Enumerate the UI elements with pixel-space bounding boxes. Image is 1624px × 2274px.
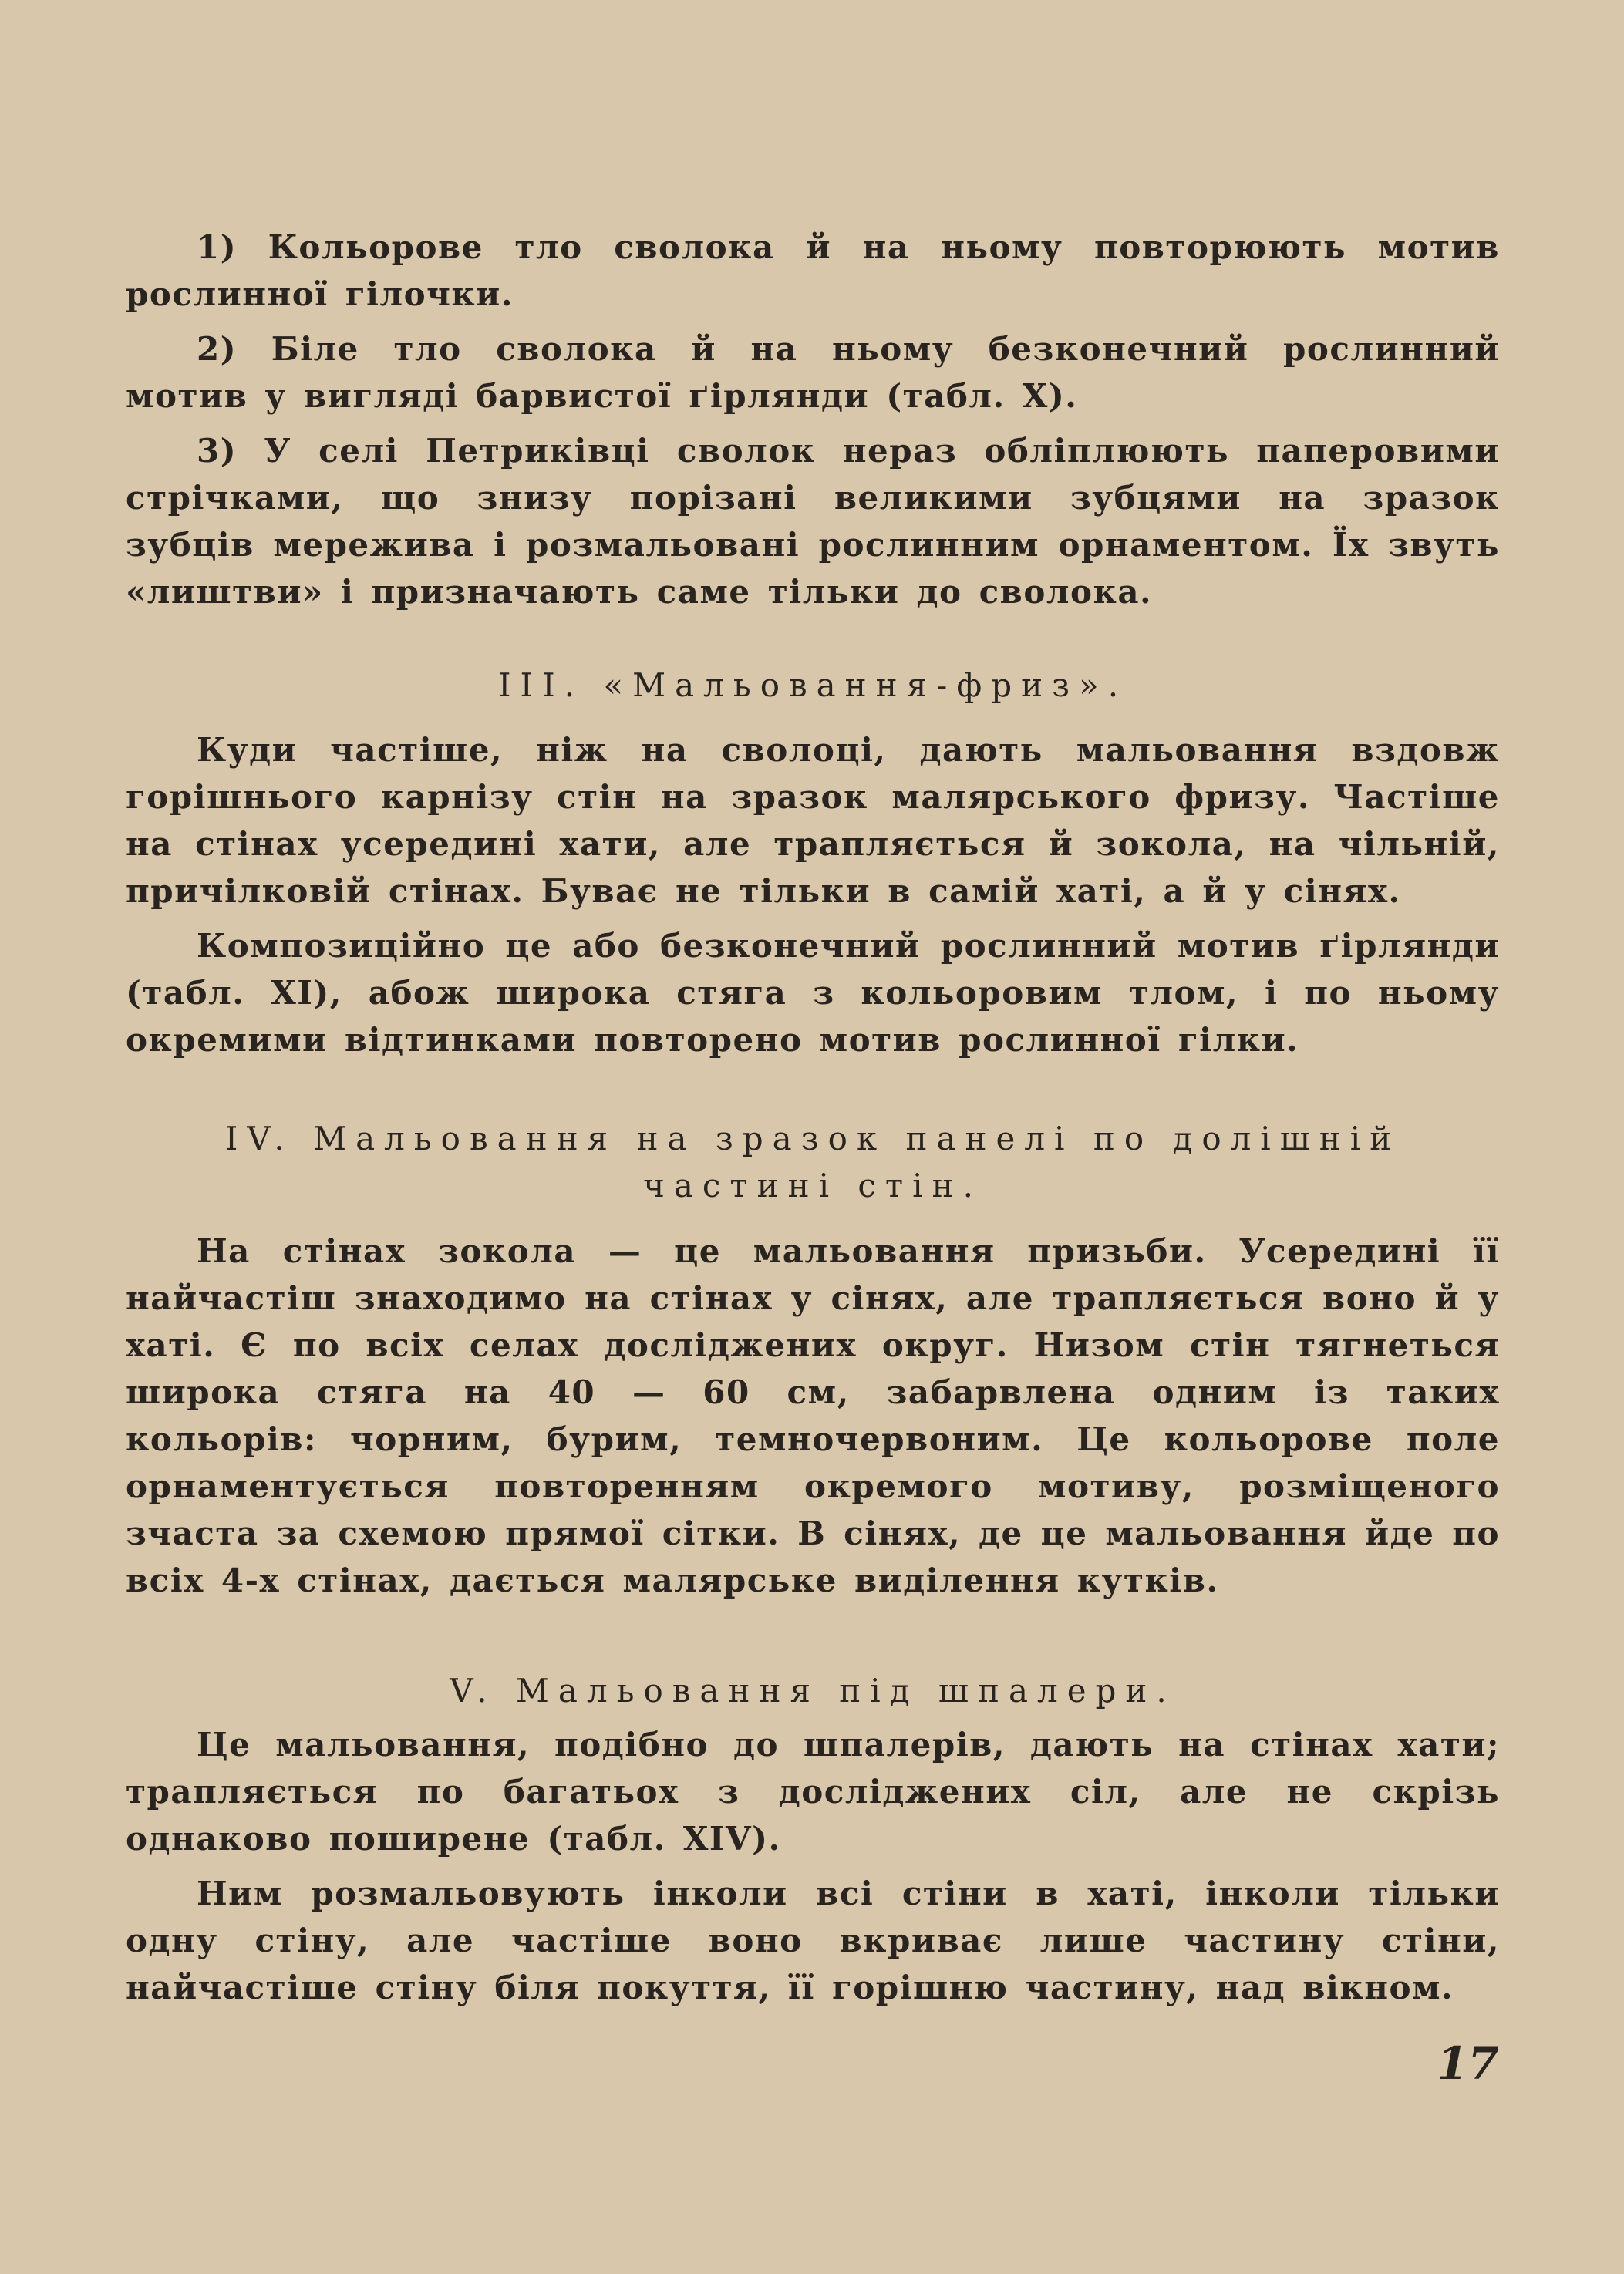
section-5-paragraph-1: Це мальовання, подібно до шпалерів, дають на стінах хати; трапляється по багатьох з досліджених сіл, але не скрізь однаково поширене (табл. XIV). [126,1726,1500,1858]
section-3-paragraph-1: Куди частіше, ніж на сволоці, дають мальовання вздовж горішнього карнізу стін на зразок малярського фризу. Частіше на стінах усередині хати, але трапляється й зокола, на чільній, причілковій стінах. Буває не тільки в самій хаті, а й у сінях. [126,731,1500,910]
section-5-paragraph-2: Ним розмальовують інколи всі стіни в хаті, інколи тільки одну стіну, але частіше воно вкриває лише частину стіни, найчастіше стіну біля покуття, її горішню частину, над вікном. [126,1875,1500,2006]
page-number: 17 [1437,2037,1499,2090]
section-4-heading-line-1: IV. Мальовання на зразок панелі по долішній [224,1120,1401,1157]
list-item-3: 3) У селі Петриківці сволок нераз обліплюють паперовими стрічками, що знизу порізані великими зубцями на зразок зубців мережива і розмальовані рослинним орнаментом. Їх звуть «лиштви» і призначають саме тільки до сволока. [126,432,1500,611]
section-4-heading [126,1115,1500,1209]
section-4-paragraph-1: На стінах зокола — це мальовання призьби. Усередині її найчастіш знаходимо на стінах у сінях, але трапляється воно й у хаті. Є по всіх селах досліджених округ. Низом стін тягнеться широка стяга на 40 — 60 см, забарвлена одним із таких кольорів: чорним, бурим, темночервоним. Це кольорове поле орнаментується повторенням окремого мотиву, розміщеного зчаста за схемою прямої сітки. В сінях, де це мальовання йде по всіх 4-х стінах, дається малярське виділення кутків. [126,1232,1500,1599]
section-4-body [126,1228,1500,1612]
list-item-2: 2) Біле тло сволока й на ньому безконечний рослинний мотив у вигляді барвистої ґірлянди (табл. X). [126,330,1500,415]
section-5-heading: V. Мальовання під шпалери. [450,1672,1176,1710]
section-5-body [126,1721,1500,2019]
list-item-1: 1) Кольорове тло сволока й на ньому повторюють мотив рослинної гілочки. [126,228,1500,313]
section-3-paragraph-2: Композиційно це або безконечний рослинний мотив ґірлянди (табл. XI), абож широка стяга з кольоровим тлом, і по ньому окремими відтинками повторено мотив рослинної гілки. [126,927,1500,1059]
section-3-body [126,726,1500,1071]
section-2-list [126,224,1500,623]
section-3-heading: III. «Мальовання-фриз». [497,666,1128,704]
section-4-heading-line-2: частині стін. [643,1167,982,1204]
